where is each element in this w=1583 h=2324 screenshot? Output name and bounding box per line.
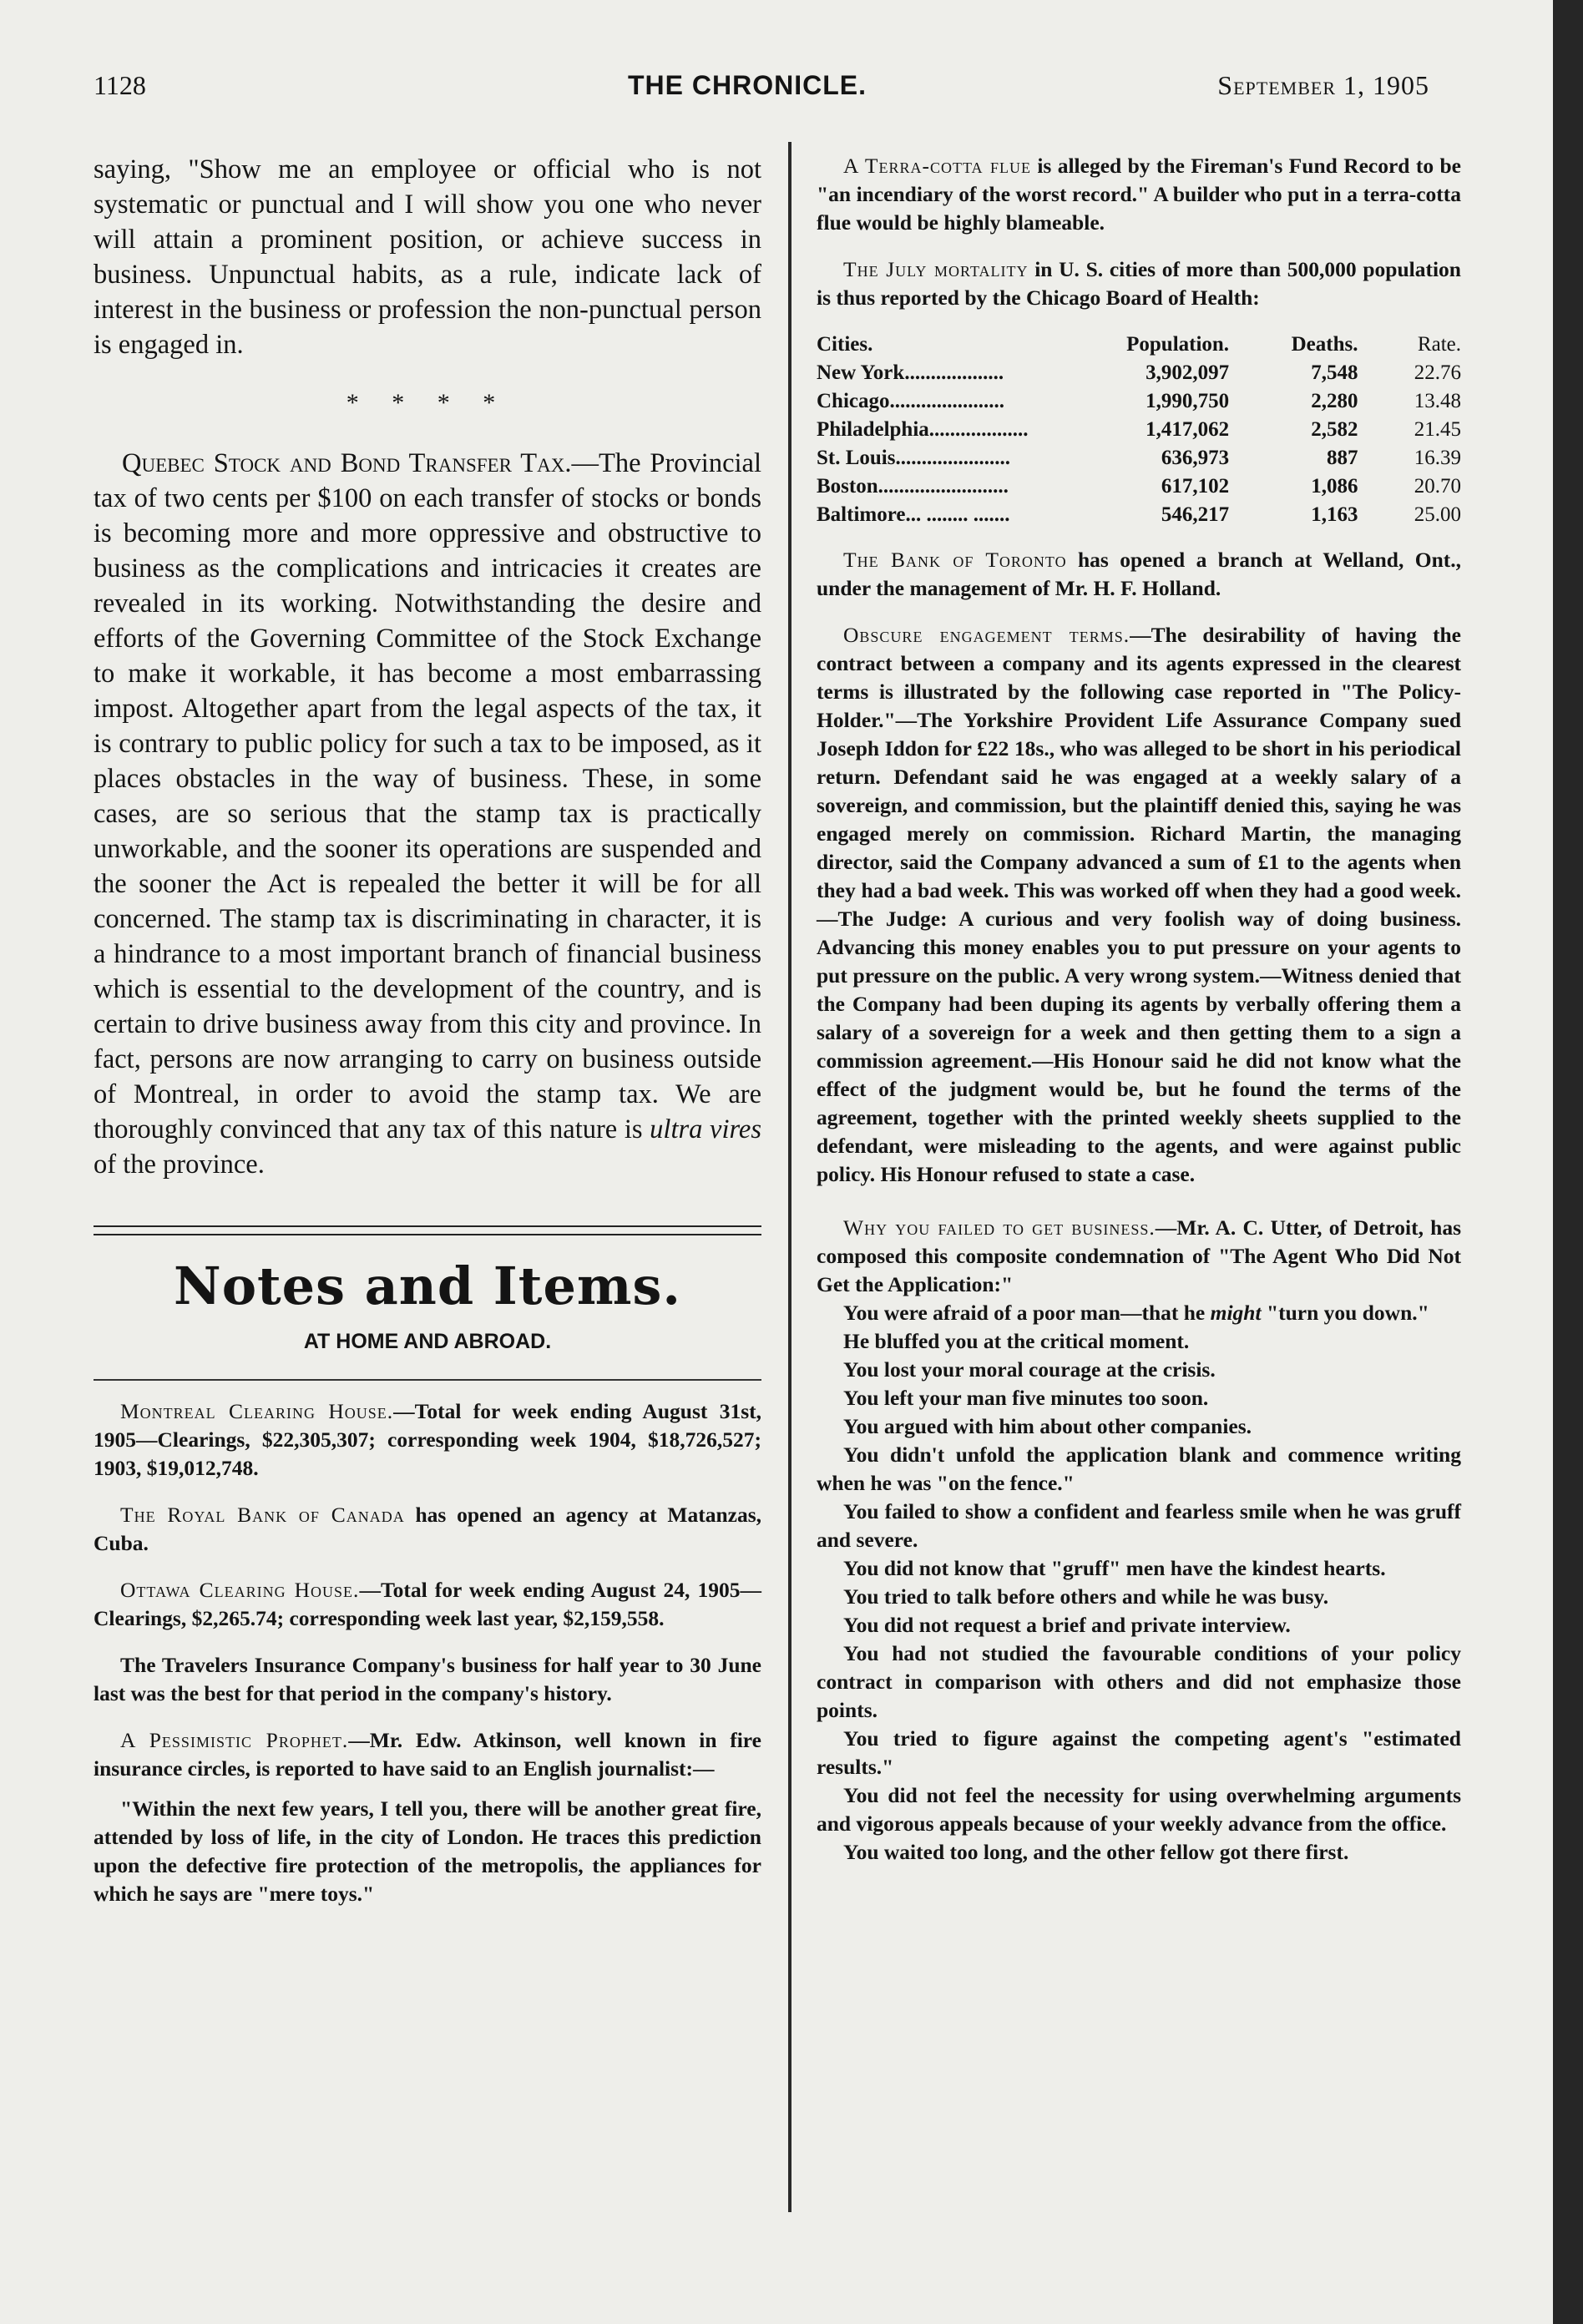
leader-dots: ... ........ ....... xyxy=(905,503,1010,526)
table-row xyxy=(817,472,1461,501)
population-value: 617,102 xyxy=(1161,475,1230,498)
deaths-value: 1,163 xyxy=(1311,503,1358,526)
notes-items-subheading: AT HOME AND ABROAD. xyxy=(303,1330,552,1353)
col-header-deaths: Deaths. xyxy=(1291,333,1358,356)
note-ottawa-heading: Ottawa Clearing House. xyxy=(120,1578,360,1602)
deaths-value: 7,548 xyxy=(1311,361,1358,384)
note-bank-toronto-text: has opened a branch at Welland, Ont., under the management of Mr. H. F. Holland. xyxy=(817,548,1462,600)
col-header-population: Population. xyxy=(1126,333,1230,356)
city-name: Boston xyxy=(817,475,878,498)
note-prophet-heading: A Pessimistic Prophet. xyxy=(120,1728,349,1752)
table-row xyxy=(817,501,1461,529)
note-why-failed-text: —Mr. A. C. Utter, of Detroit, has composed this composite condemnation of "The Agent Who Did Not Get the Application:" xyxy=(817,1215,1462,1296)
quebec-tax-article xyxy=(94,446,761,1182)
note-bank-toronto-heading: The Bank of Toronto xyxy=(843,548,1067,572)
note-obscure-text: —The desirability of having the contract between a company and its agents expressed in the clearest terms is illustrated by the following case reported in "The Policy-Holder."—The Yorkshire Provident Life Assurance Company sued Joseph Iddon for £22 18s., who was alleged to be short in his periodical return. Defendant said he was engaged at a weekly salary of a sovereign, and commission, but the plaintiff denied this, saying he was engaged merely on commission. Richard Martin, the managing director, said the Company advanced a sum of £1 to the agents when they had a bad week. This was worked off when they had a good week.—The Judge: A curious and very foolish way of doing business. Advancing this money enables you to put pressure on your agents to put pressure on the public. A very wrong system.—Witness denied that the Company had been duping its agents by verbally offering them a salary of a sovereign for a week and then getting them to a sign a commission agreement.—His Honour said he did not know what the effect of the judgment would be, but he found the terms of the agreement, together with the printed weekly sheets supplied to the defendant, were misleading to the agents, and were against public policy. His Honour refused to state a case. xyxy=(817,623,1461,1186)
list-item: You didn't unfold the application blank and commence writing when he was "on the fence." xyxy=(817,1442,1461,1495)
population-value: 636,973 xyxy=(1161,447,1230,469)
notes-rule xyxy=(94,1379,761,1381)
rate-value: 21.45 xyxy=(1414,418,1461,441)
list-item-text: You were afraid of a poor man—that he xyxy=(843,1301,1211,1325)
publication-title: THE CHRONICLE. xyxy=(628,70,867,100)
left-column xyxy=(94,152,761,1927)
quebec-tax-text-end: of the province. xyxy=(94,1149,265,1180)
why-failed-list xyxy=(817,1299,1461,1867)
table-row xyxy=(817,444,1461,472)
list-item: You waited too long, and the other fellow got there first. xyxy=(843,1840,1349,1864)
note-terra-cotta-heading: A Terra-cotta flue xyxy=(843,154,1031,178)
city-name: St. Louis xyxy=(817,447,896,469)
note-terra-cotta xyxy=(817,152,1461,237)
right-column xyxy=(817,152,1461,1867)
note-mortality-text: in U. S. cities of more than 500,000 population is thus reported by the Chicago Board of Health: xyxy=(817,257,1461,310)
note-ottawa-text: —Total for week ending August 24, 1905—Clearings, $2,265.74; corresponding week last year, $2,159,558. xyxy=(94,1578,761,1630)
deaths-value: 887 xyxy=(1326,447,1358,469)
list-item: You left your man five minutes too soon. xyxy=(843,1386,1209,1410)
list-item: You did not request a brief and private interview. xyxy=(843,1613,1291,1637)
section-stars: * * * * xyxy=(346,389,509,417)
list-item: You tried to talk before others and while he was busy. xyxy=(843,1584,1329,1609)
list-item-text-end: "turn you down." xyxy=(1261,1301,1429,1325)
population-value: 546,217 xyxy=(1161,503,1230,526)
note-why-failed-heading: Why you failed to get business. xyxy=(843,1215,1156,1240)
deaths-value: 2,280 xyxy=(1311,390,1358,412)
leader-dots: ...................... xyxy=(895,447,1010,469)
table-row xyxy=(817,387,1461,416)
note-montreal-clearing xyxy=(94,1397,761,1483)
note-bank-of-toronto xyxy=(817,546,1461,603)
leader-dots: ................... xyxy=(904,361,1004,384)
list-item: You tried to figure against the competing agent's "estimated results." xyxy=(817,1726,1461,1779)
rate-value: 13.48 xyxy=(1414,390,1461,412)
section-double-rule xyxy=(94,1225,761,1235)
note-montreal-text: —Total for week ending August 31st, 1905—Clearings, $22,305,307; corresponding week 1904, $18,726,527; 1903, $19,012,748. xyxy=(94,1399,761,1480)
note-prophet-text: —Mr. Edw. Atkinson, well known in fire insurance circles, is reported to have said to an English journalist:— xyxy=(94,1728,761,1781)
leader-dots: ...................... xyxy=(889,390,1004,412)
might-italic: might xyxy=(1210,1301,1262,1325)
rate-value: 20.70 xyxy=(1414,475,1461,498)
list-item: You failed to show a confident and fearless smile when he was gruff and severe. xyxy=(817,1499,1461,1552)
mortality-table xyxy=(817,331,1461,529)
punctuality-paragraph: saying, "Show me an employee or official who is not systematic or punctual and I will show you one who never will attain a prominent position, or achieve success in business. Unpunctual habits, as a rule, indicate lack of interest in the business or profession the non-punctual person is engaged in. xyxy=(94,154,761,360)
note-travelers: The Travelers Insurance Company's business for half year to 30 June last was the best for that period in the company's history. xyxy=(94,1653,761,1705)
col-header-rate: Rate. xyxy=(1417,333,1461,356)
list-item: You argued with him about other companies. xyxy=(843,1414,1252,1438)
leader-dots: ......................... xyxy=(877,475,1009,498)
city-name: Philadelphia xyxy=(817,418,929,441)
table-row xyxy=(817,416,1461,444)
note-obscure-engagement xyxy=(817,621,1461,1189)
note-why-failed xyxy=(817,1214,1461,1299)
city-name: New York xyxy=(817,361,905,384)
list-item xyxy=(817,1299,1461,1327)
note-july-mortality xyxy=(817,255,1461,312)
note-royal-bank-text: has opened an agency at Matanzas, Cuba. xyxy=(94,1503,761,1555)
ultra-vires-italic: ultra vires xyxy=(650,1114,761,1144)
page-edge-shadow xyxy=(1553,0,1583,2324)
list-item: You lost your moral courage at the crisis. xyxy=(843,1357,1216,1382)
city-name: Baltimore xyxy=(817,503,906,526)
city-name: Chicago xyxy=(817,390,890,412)
rate-value: 16.39 xyxy=(1414,447,1461,469)
list-item: He bluffed you at the critical moment. xyxy=(843,1329,1190,1353)
col-header-cities: Cities. xyxy=(817,333,873,356)
note-prophet-quote: "Within the next few years, I tell you, there will be another great fire, attended by loss of life, in the city of London. He traces this prediction upon the defective fire protection of the metropolis, the appliances for which he says are "mere toys." xyxy=(94,1796,761,1906)
list-item: You did not feel the necessity for using overwhelming arguments and vigorous appeals because of your weekly advance from the office. xyxy=(817,1783,1461,1836)
table-row xyxy=(817,359,1461,387)
note-montreal-heading: Montreal Clearing House. xyxy=(120,1399,394,1423)
quebec-tax-text: —The Provincial tax of two cents per $100 on each transfer of stocks or bonds is becoming more and more oppressive and obstructive to business as the complications and intricacies it creates are revealed in its working. Notwithstanding the desire and efforts of the Governing Committee of the Stock Exchange to make it workable, it has become a most embarrassing impost. Altogether apart from the legal aspects of the tax, it is contrary to public policy for such a tax to be imposed, as it places obstacles in the way of business. These, in some cases, are so serious that the stamp tax is practically unworkable, and the sooner its operations are suspended and the sooner the Act is repealed the better it will be for all concerned. The stamp tax is discriminating in character, it is a hindrance to a most important branch of financial business which is essential to the development of the country, and is certain to drive business away from this city and province. In fact, persons are now arranging to carry on business outside of Montreal, in order to avoid the stamp tax. We are thoroughly convinced that any tax of this nature is xyxy=(94,448,761,1144)
notes-items-heading: Notes and Items. xyxy=(174,1255,681,1316)
list-item: You did not know that "gruff" men have the kindest hearts. xyxy=(843,1556,1386,1580)
population-value: 1,990,750 xyxy=(1146,390,1230,412)
note-ottawa-clearing xyxy=(94,1576,761,1633)
rate-value: 25.00 xyxy=(1414,503,1461,526)
deaths-value: 2,582 xyxy=(1311,418,1358,441)
note-terra-cotta-text: is alleged by the Fireman's Fund Record to be "an incendiary of the worst record." A builder who put in a terra-cotta flue would be highly blameable. xyxy=(817,154,1461,235)
issue-date: September 1, 1905 xyxy=(1217,70,1429,100)
list-item: You had not studied the favourable conditions of your policy contract in comparison with others and did not emphasize those points. xyxy=(817,1641,1461,1722)
rate-value: 22.76 xyxy=(1414,361,1461,384)
note-pessimistic-prophet xyxy=(94,1726,761,1783)
column-divider xyxy=(788,142,792,2212)
note-obscure-heading: Obscure engagement terms. xyxy=(843,623,1130,647)
quebec-tax-heading: Quebec Stock and Bond Transfer Tax. xyxy=(122,448,572,478)
note-royal-bank xyxy=(94,1501,761,1558)
leader-dots: ................... xyxy=(928,418,1029,441)
population-value: 1,417,062 xyxy=(1146,418,1230,441)
mortality-table-header xyxy=(817,331,1461,359)
deaths-value: 1,086 xyxy=(1311,475,1358,498)
page-header xyxy=(94,70,1429,117)
note-mortality-heading: The July mortality xyxy=(843,257,1029,281)
population-value: 3,902,097 xyxy=(1146,361,1230,384)
note-royal-bank-heading: The Royal Bank of Canada xyxy=(120,1503,405,1527)
page-number: 1128 xyxy=(94,70,146,100)
